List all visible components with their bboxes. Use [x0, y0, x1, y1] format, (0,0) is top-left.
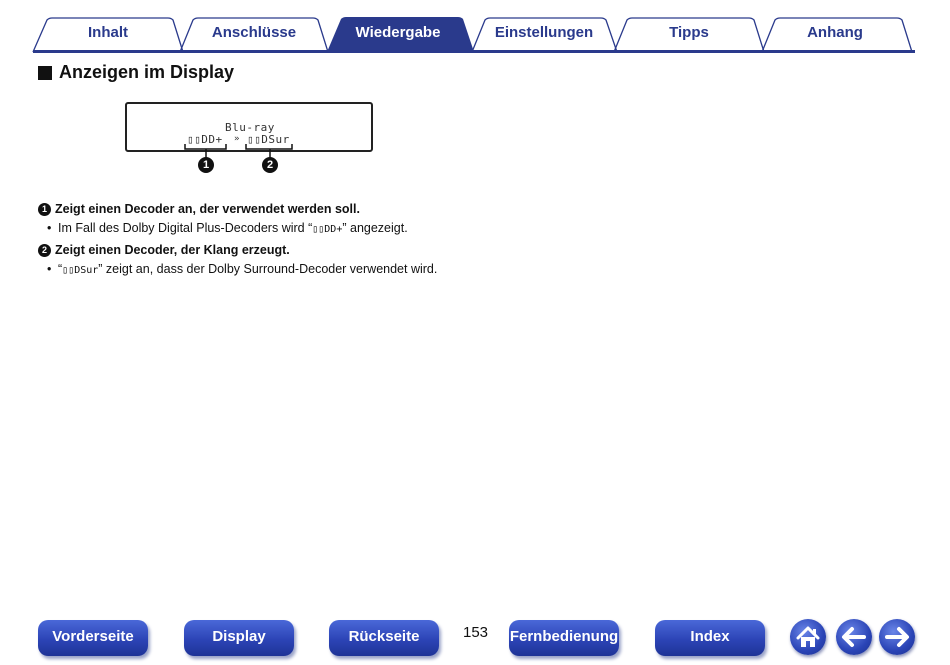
front-display-illustration: [125, 102, 373, 152]
tab-einstellungen[interactable]: Einstellungen: [494, 24, 594, 41]
display-decoder-output: ▯▯DSur: [247, 133, 290, 146]
page-number: 153: [463, 624, 489, 641]
callout-1: 1: [198, 157, 214, 173]
home-icon: [790, 619, 826, 655]
note-1-text-after: ” angezeigt.: [342, 221, 408, 235]
note-1-code: ▯▯DD+: [312, 224, 343, 235]
note-1-number: 1: [38, 203, 51, 216]
note-2-body: [38, 260, 458, 280]
note-2: [38, 241, 458, 280]
note-2-code: ▯▯DSur: [62, 265, 99, 276]
note-1-heading: [38, 200, 458, 219]
tab-tipps[interactable]: Tipps: [669, 24, 709, 41]
previous-page-button[interactable]: [836, 619, 872, 655]
arrow-left-icon: [836, 619, 872, 655]
display-decoder-input: ▯▯DD+: [187, 133, 223, 146]
note-1-text-before: Im Fall des Dolby Digital Plus-Decoders wird “: [58, 221, 313, 235]
display-separator: »: [234, 134, 240, 144]
tab-bar: [0, 0, 950, 56]
home-button[interactable]: [790, 619, 826, 655]
tab-anhang[interactable]: Anhang: [807, 24, 863, 41]
square-bullet-icon: [38, 66, 52, 80]
section-title: Anzeigen im Display: [59, 62, 235, 82]
next-page-button[interactable]: [879, 619, 915, 655]
arrow-right-icon: [879, 619, 915, 655]
callout-2: 2: [262, 157, 278, 173]
tab-anschluesse[interactable]: Anschlüsse: [211, 24, 297, 41]
tab-wiedergabe[interactable]: Wiedergabe: [355, 24, 441, 41]
tab-inhalt[interactable]: Inhalt: [88, 24, 128, 41]
note-2-title: Zeigt einen Decoder, der Klang erzeugt.: [55, 243, 290, 257]
note-1-title: Zeigt einen Decoder an, der verwendet werden soll.: [55, 202, 360, 216]
remote-control-button[interactable]: Fernbedienung: [509, 620, 619, 656]
note-1-body: [38, 219, 458, 239]
note-2-number: 2: [38, 244, 51, 257]
front-panel-button[interactable]: Vorderseite: [38, 620, 148, 656]
section-heading: [38, 62, 234, 83]
rear-panel-button[interactable]: Rückseite: [329, 620, 439, 656]
note-1: [38, 200, 458, 239]
note-2-text-after: ” zeigt an, dass der Dolby Surround-Decoder verwendet wird.: [98, 262, 438, 276]
display-source-text: Blu-ray: [225, 121, 275, 134]
note-2-text-before: “: [58, 262, 63, 276]
display-button[interactable]: Display: [184, 620, 294, 656]
note-2-heading: [38, 241, 458, 260]
index-button[interactable]: Index: [655, 620, 765, 656]
